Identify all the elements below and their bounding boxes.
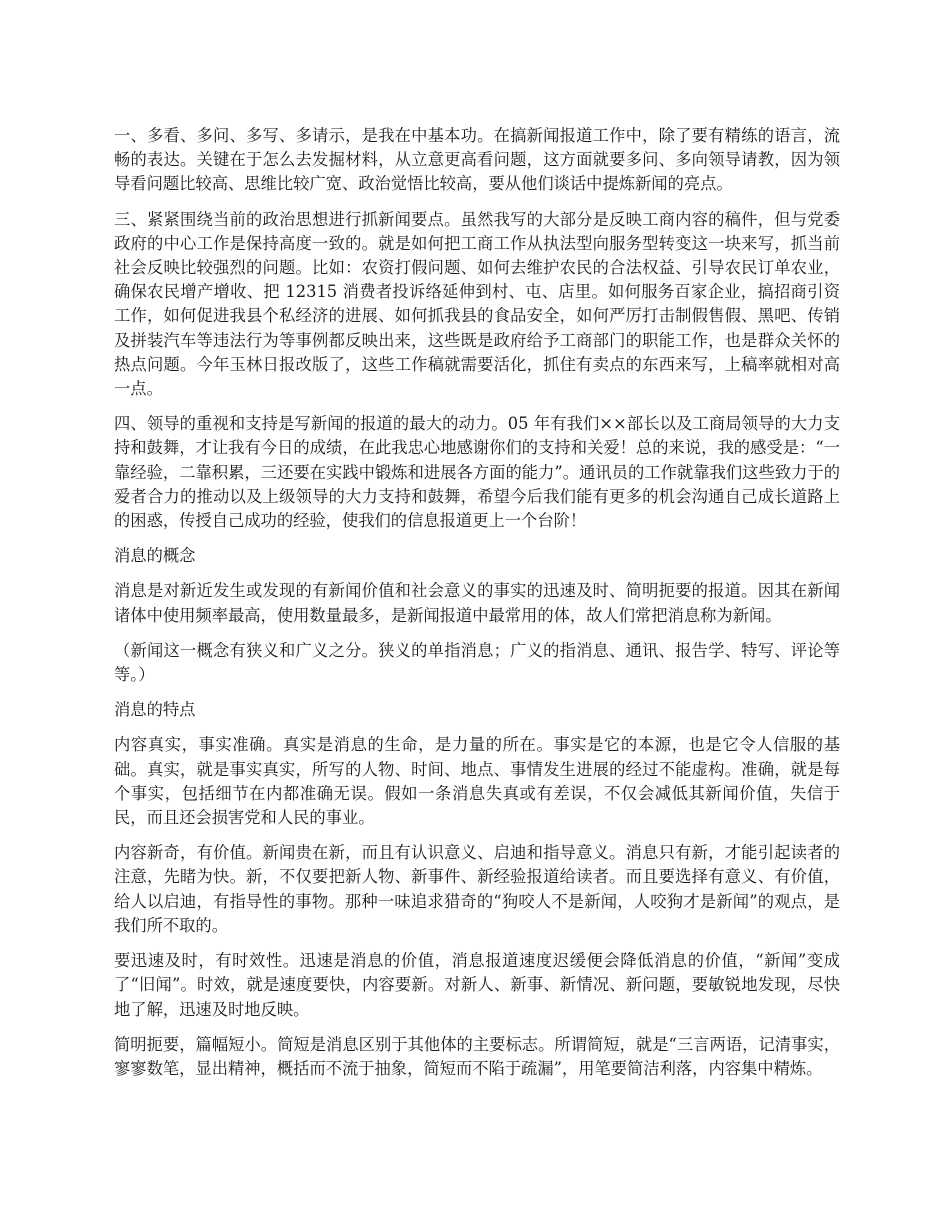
paragraph-feature-truth: 内容真实，事实准确。真实是消息的生命，是力量的所在。事实是它的本源，也是它令人信服的基础。真实，就是事实真实，所写的人物、时间、地点、事情发生进展的经过不能虚构。准确，就是每个事实，包括细节在内都准确无误。假如一条消息失真或有差误，不仅会减低其新闻价值，失信于民，而且还会损害党和人民的事业。 [114, 735, 840, 828]
section-heading-features: 消息的特点 [114, 700, 196, 720]
paragraph-news-scope-note: （新闻这一概念有狭义和广义之分。狭义的单指消息；广义的指消息、通讯、报告学、特写、评论等等。） [114, 640, 840, 685]
paragraph-feature-brevity: 简明扼要，篇幅短小。简短是消息区别于其他体的主要标志。所谓简短，就是“三言两语，记清事实，寥寥数笔，显出精神，概括而不流于抽象，简短而不陷于疏漏”，用笔要简洁利落，内容集中精炼。 [114, 1034, 840, 1078]
section-heading-concept: 消息的概念 [114, 546, 196, 566]
paragraph-political-focus: 三、紧紧围绕当前的政治思想进行抓新闻要点。虽然我写的大部分是反映工商内容的稿件，但与党委政府的中心工作是保持高度一致的。就是如何把工商工作从执法型向服务型转变这一块来写，抓当前社会反映比较强烈的问题。比如：农资打假问题、如何去维护农民的合法权益、引导农民订单农业，确保农民增产增收、把 12315 消费者投诉络延伸到村、屯、店里。如何服务百家企业，搞招商引资工作，如何促进我县个私经济的进展、如何抓我县的食品安全，如何严厉打击制假售假、黑吧、传销及拼装汽车等违法行为等事例都反映出来，这些既是政府给予工商部门的职能工作，也是群众关怀的热点问题。今年玉林日报改版了，这些工作稿就需要活化，抓住有卖点的东西来写，上稿率就相对高一点。 [114, 209, 840, 399]
paragraph-news-definition: 消息是对新近发生或发现的有新闻价值和社会意义的事实的迅速及时、简明扼要的报道。因其在新闻诸体中使用频率最高，使用数量最多，是新闻报道中最常用的体，故人们常把消息称为新闻。 [114, 581, 840, 625]
paragraph-basic-skills: 一、多看、多问、多写、多请示，是我在中基本功。在搞新闻报道工作中，除了要有精练的语言，流畅的表达。关键在于怎么去发掘材料，从立意更高看问题，这方面就要多问、多向领导请教，因为领导看问题比较高、思维比较广宽、政治觉悟比较高，要从他们谈话中提炼新闻的亮点。 [114, 126, 840, 194]
paragraph-feature-novelty: 内容新奇，有价值。新闻贵在新，而且有认识意义、启迪和指导意义。消息只有新，才能引起读者的注意，先睹为快。新，不仅要把新人物、新事件、新经验报道给读者。而且要选择有意义、有价值，给人以启迪，有指导性的事物。那种一味追求猎奇的“狗咬人不是新闻，人咬狗才是新闻”的观点，是我们所不取的。 [114, 843, 840, 935]
paragraph-leadership-support: 四、领导的重视和支持是写新闻的报道的最大的动力。05 年有我们××部长以及工商局领导的大力支持和鼓舞，才让我有今日的成绩，在此我忠心地感谢你们的支持和关爱！总的来说，我的感受是：“一靠经验，二靠积累，三还要在实践中锻炼和进展各方面的能力”。通讯员的工作就靠我们这些致力于的爱者合力的推动以及上级领导的大力支持和鼓舞，希望今后我们能有更多的机会沟通自己成长道路上的困惑，传授自己成功的经验，使我们的信息报道更上一个台阶！ [114, 414, 840, 531]
paragraph-feature-timeliness: 要迅速及时，有时效性。迅速是消息的价值，消息报道速度迟缓便会降低消息的价值，“新闻”变成了“旧闻”。时效，就是速度要快，内容要新。对新人、新事、新情况、新问题，要敏锐地发现，尽快地了解，迅速及时地反映。 [114, 951, 840, 1019]
